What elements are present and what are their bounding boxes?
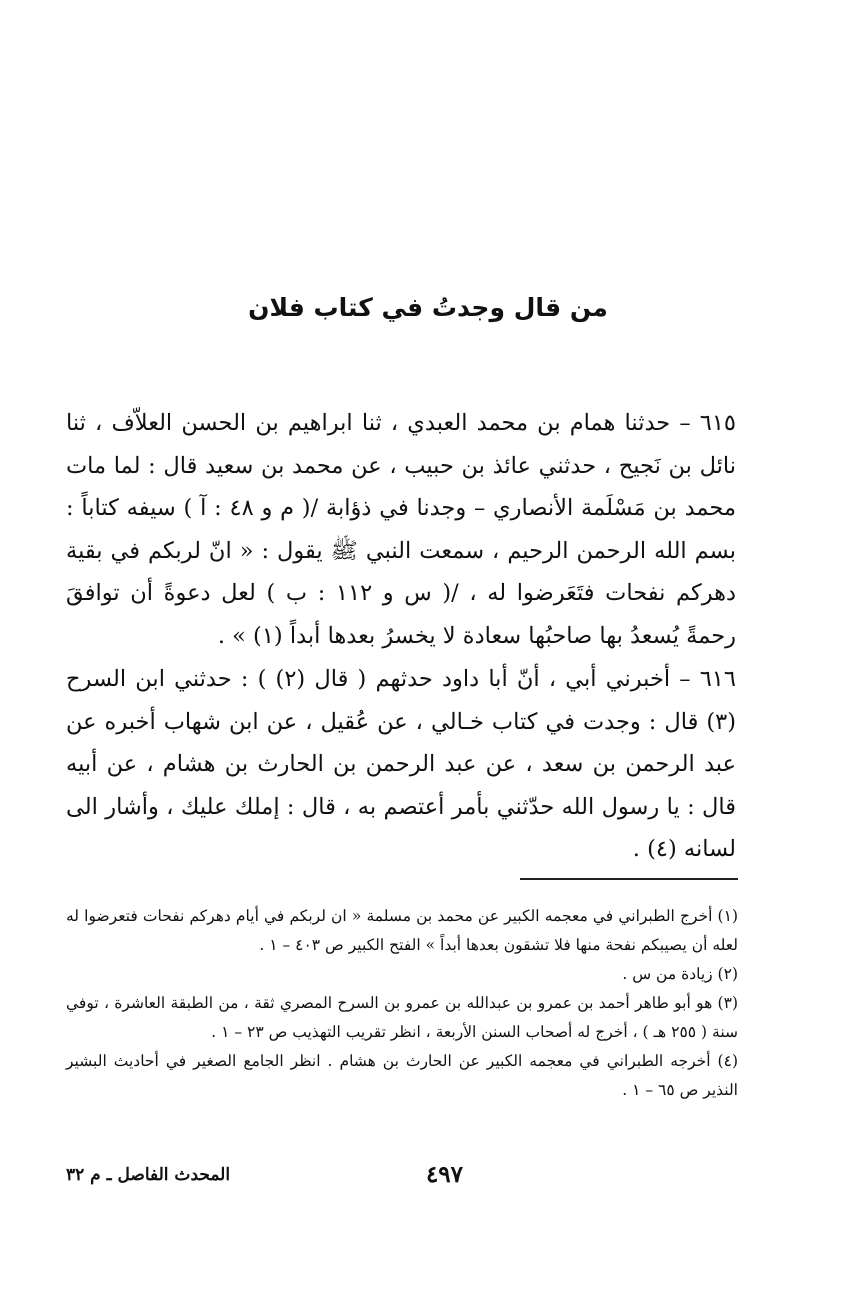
page-footer <box>66 1161 738 1199</box>
footnote-4: (٤) أخرجه الطبراني في معجمه الكبير عن الحارث بن هشام . انظر الجامع الصغير في أحاديث البشير النذير ص ٦٥ – ١ . <box>66 1052 738 1099</box>
footnotes <box>66 902 738 1105</box>
running-footer: المحدث الفاصل ـ م ٣٢ <box>66 1165 231 1185</box>
chapter-title: من قال وجدتُ في كتاب فلان <box>248 293 608 322</box>
footnote-3: (٣) هو أبو طاهر أحمد بن عمرو بن عبدالله بن عمرو بن السرح المصري ثقة ، من الطبقة العاشرة ، توفي سنة ( ٢٥٥ هـ ) ، أخرج له أصحاب السنن الأربعة ، انظر تقريب التهذيب ص ٢٣ – ١ . <box>66 994 738 1041</box>
hadith-616-paragraph: ٦١٦ – أخبرني أبي ، أنّ أبا داود حدثهم ( قال (٢) ) : حدثني ابن السرح (٣) قال : وجدت في كتاب خـالي ، عن عُقيل ، عن ابن شهاب أخبره عن عبد الرحمن بن سعد ، عن عبد الرحمن بن الحارث بن هشام ، عن أبيه قال : يا رسول الله حدّثني بأمر أعتصم به ، قال : إملك عليك ، وأشار الى لسانه (٤) . <box>66 666 736 862</box>
page-number: ٤٩٧ <box>425 1161 463 1188</box>
footnote-divider <box>520 878 738 880</box>
footnote-2: (٢) زيادة من س . <box>622 965 738 983</box>
hadith-615-paragraph: ٦١٥ – حدثنا همام بن محمد العبدي ، ثنا ابراهيم بن الحسن العلاّف ، ثنا نائل بن نَجيح ، حدثني عائذ بن حبيب ، عن محمد بن سعيد قال : لما مات محمد بن مَسْلَمة الأنصاري – وجدنا في ذؤابة /( م و ٤٨ : آ ) سيفه كتاباً : بسم الله الرحمن الرحيم ، سمعت النبي ﷺ يقول : « انّ لربكم في بقية دهركم نفحات فتَعَرضوا له ، /( س و ١١٢ : ب ) لعل دعوةً أن توافقَ رحمةً يُسعدُ بها صاحبُها سعادة لا يخسرُ بعدها أبداً (١) » . <box>66 410 736 649</box>
footnote-1: (١) أخرج الطبراني في معجمه الكبير عن محمد بن مسلمة « ان لربكم في أيام دهركم نفحات فتعرضوا له لعله أن يصيبكم نفحة منها فلا تشقون بعدها أبداً » الفتح الكبير ص ٤٠٣ – ١ . <box>66 907 738 954</box>
